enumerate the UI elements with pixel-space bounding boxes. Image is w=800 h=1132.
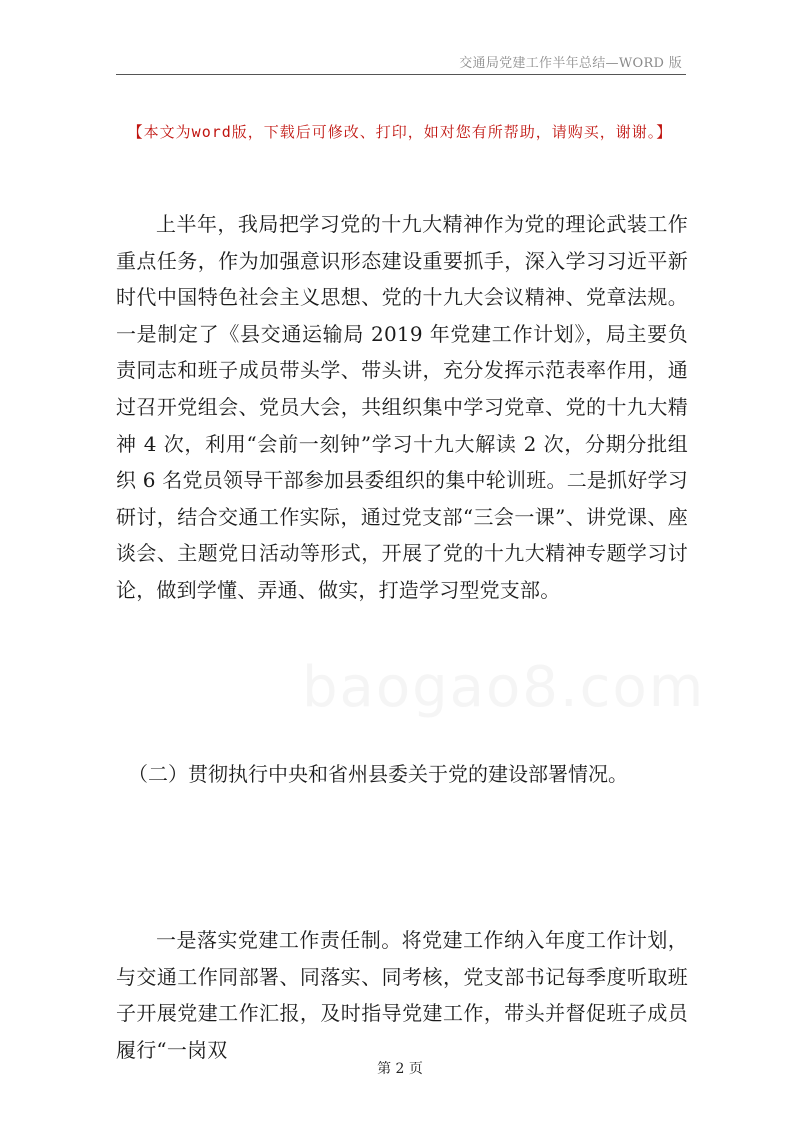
header-divider [116, 74, 686, 75]
document-header-title: 交通局党建工作半年总结—WORD 版 [459, 56, 682, 71]
download-notice: 【本文为word版，下载后可修改、打印，如对您有所帮助，请购买，谢谢。】 [127, 123, 673, 141]
page-number: 第 2 页 [377, 1061, 423, 1077]
paragraph-study-work: 上半年，我局把学习党的十九大精神作为党的理论武装工作重点任务，作为加强意识形态建设重要抓手，深入学习习近平新时代中国特色社会主义思想、党的十九大会议精神、党章法规。一是制定了《县交通运输局 2019 年党建工作计划》，局主要负责同志和班子成员带头学、带头讲，充分发挥示范表率作用，通过召开党组会、党员大会，共组织集中学习党章、党的十九大精神 4 次，利用“会前一刻钟”学习十九大解读 2 次，分期分批组织 6 名党员领导干部参加县委组织的集中轮训班。二是抓好学习研讨，结合交通工作实际，通过党支部“三会一课”、讲党课、座谈会、主题党日活动等形式，开展了党的十九大精神专题学习讨论，做到学懂、弄通、做实，打造学习型党支部。 [116, 212, 688, 602]
section-heading: （二）贯彻执行中央和省州县委关于党的建设部署情况。 [128, 762, 628, 786]
watermark: baogao8.com [302, 655, 706, 720]
paragraph-responsibility: 一是落实党建工作责任制。将党建工作纳入年度工作计划，与交通工作同部署、同落实、同考核，党支部书记每季度听取班子开展党建工作汇报，及时指导党建工作，带头并督促班子成员履行“一岗双 [116, 928, 688, 1062]
